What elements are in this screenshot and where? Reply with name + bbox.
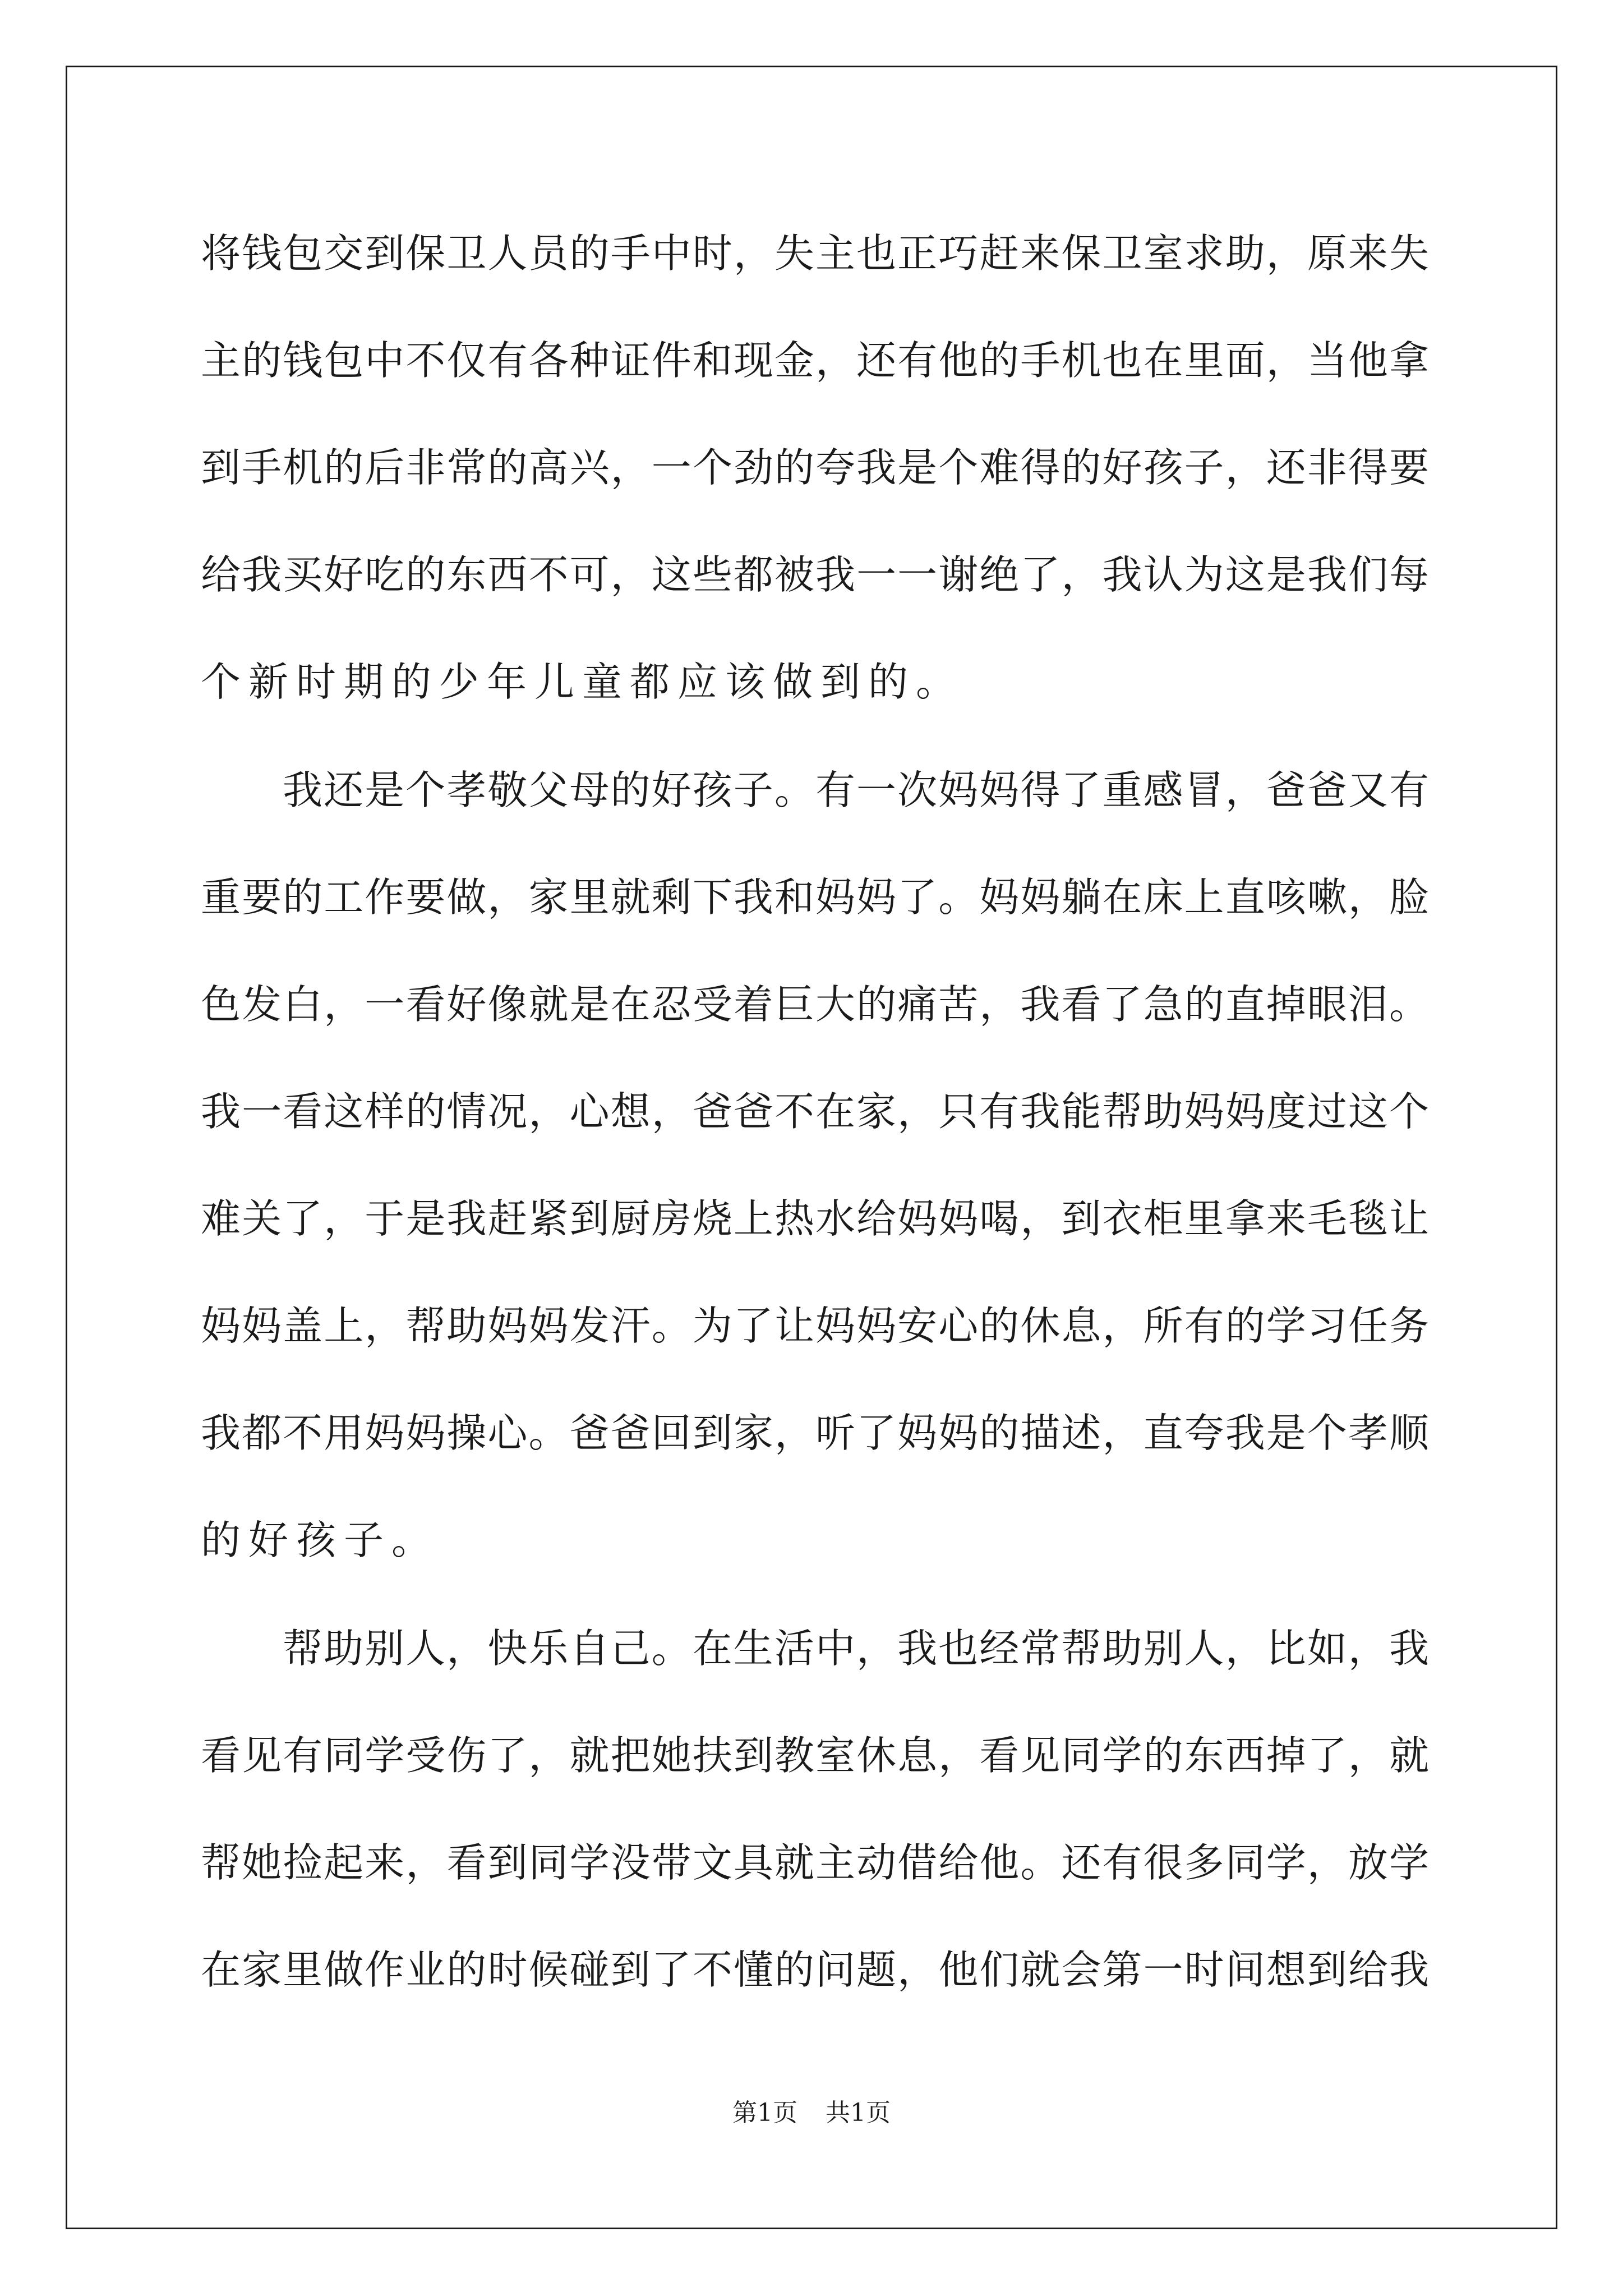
- page-number-total: 共1页: [826, 2099, 891, 2127]
- text-line: 将钱包交到保卫人员的手中时，失主也正巧赶来保卫室求助，原来失: [201, 230, 1429, 277]
- text-line: 个新时期的少年儿童都应该做到的。: [201, 659, 964, 705]
- page-footer: [0, 2092, 1623, 2128]
- text-line: 我都不用妈妈操心。爸爸回到家，听了妈妈的描述，直夸我是个孝顺: [201, 1410, 1429, 1456]
- text-line: 看见有同学受伤了，就把她扶到教室休息，看见同学的东西掉了，就: [201, 1732, 1429, 1779]
- text-line: 色发白，一看好像就是在忍受着巨大的痛苦，我看了急的直掉眼泪。: [201, 981, 1429, 1028]
- text-line: 帮她捡起来，看到同学没带文具就主动借给他。还有很多同学，放学: [201, 1839, 1429, 1886]
- text-line: 妈妈盖上，帮助妈妈发汗。为了让妈妈安心的休息，所有的学习任务: [201, 1303, 1429, 1349]
- text-line: 我还是个孝敬父母的好孩子。有一次妈妈得了重感冒，爸爸又有: [283, 767, 1429, 813]
- text-line: 重要的工作要做，家里就剩下我和妈妈了。妈妈躺在床上直咳嗽，脸: [201, 874, 1429, 921]
- text-line: 帮助别人，快乐自己。在生活中，我也经常帮助别人，比如，我: [283, 1625, 1429, 1672]
- text-line: 难关了，于是我赶紧到厨房烧上热水给妈妈喝，到衣柜里拿来毛毯让: [201, 1195, 1429, 1242]
- text-line: 给我买好吃的东西不可，这些都被我一一谢绝了，我认为这是我们每: [201, 551, 1429, 598]
- text-line: 到手机的后非常的高兴，一个劲的夸我是个难得的好孩子，还非得要: [201, 444, 1429, 491]
- text-line: 主的钱包中不仅有各种证件和现金，还有他的手机也在里面，当他拿: [201, 337, 1429, 384]
- text-line: 的好孩子。: [201, 1517, 440, 1563]
- text-line: 在家里做作业的时候碰到了不懂的问题，他们就会第一时间想到给我: [201, 1947, 1429, 1993]
- page-frame: [66, 66, 1557, 2229]
- text-line: 我一看这样的情况，心想，爸爸不在家，只有我能帮助妈妈度过这个: [201, 1088, 1429, 1135]
- page-number-current: 第1页: [732, 2099, 797, 2127]
